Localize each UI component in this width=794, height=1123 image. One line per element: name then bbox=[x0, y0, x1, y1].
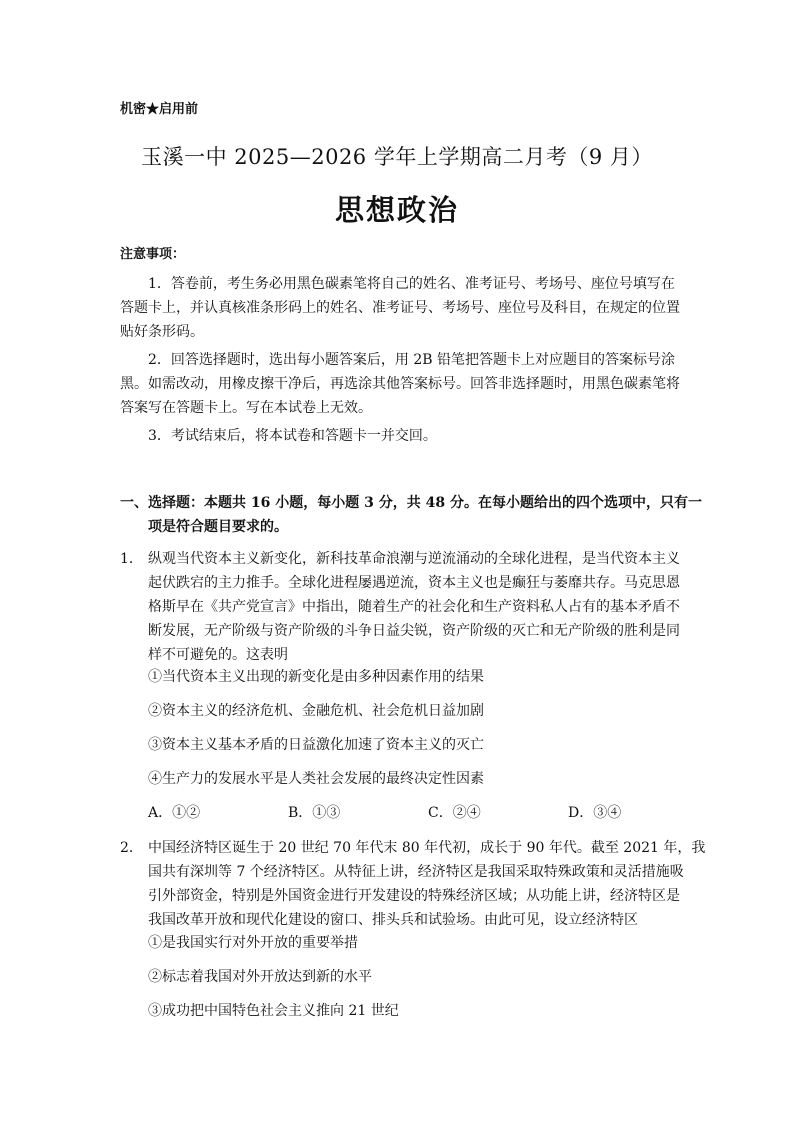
notice-item-2-line: 答案写在答题卡上。写在本试卷上无效。 bbox=[120, 400, 372, 416]
notice-item-1-line: 答题卡上，并认真核准条形码上的姓名、准考证号、考场号、座位号及科目，在规定的位置 bbox=[120, 300, 680, 316]
stem-line: 引外部资金，特别是外国资金进行开发建设的特殊经济区域；从功能上讲，经济特区是 bbox=[148, 888, 680, 904]
question-stem bbox=[148, 547, 680, 667]
stem-line: 样不可避免的。这表明 bbox=[148, 647, 288, 663]
q1-statement-2: ②资本主义的经济危机、金融危机、社会危机日益加剧 bbox=[148, 703, 484, 719]
question-number: 1． bbox=[120, 551, 143, 567]
notice-item-3 bbox=[120, 424, 680, 448]
notice-item-2-line: 黑。如需改动，用橡皮擦干净后，再选涂其他答案标号。回答非选择题时，用黑色碳素笔将 bbox=[120, 376, 680, 392]
q1-choice-a: A．①② bbox=[148, 805, 201, 821]
section-heading bbox=[120, 491, 702, 539]
notice-item-2-line: 2．回答选择题时，选出每小题答案后，用 2B 铅笔把答题卡上对应题目的答案标号涂 bbox=[148, 352, 676, 368]
subject-title: 思想政治 bbox=[334, 193, 459, 227]
q1-statement-3: ③资本主义基本矛盾的日益激化加速了资本主义的灭亡 bbox=[148, 737, 484, 753]
stem-line: 中国经济特区诞生于 20 世纪 70 年代末 80 年代初，成长于 90 年代。截至 2021 年，我 bbox=[148, 840, 706, 856]
stem-line: 起伏跌宕的主力推手。全球化进程屡遇逆流，资本主义也是癫狂与萎靡共存。马克思恩 bbox=[148, 575, 680, 591]
question-stem bbox=[148, 836, 705, 932]
confidential-label: 机密★启用前 bbox=[120, 102, 199, 117]
q2-statement-1: ①是我国实行对外开放的重要举措 bbox=[148, 935, 358, 951]
stem-line: 断发展，无产阶级与资产阶级的斗争日益尖锐，资产阶级的灭亡和无产阶级的胜利是同 bbox=[148, 623, 680, 639]
q1-choice-c: C．②④ bbox=[428, 805, 481, 821]
notice-item-3-line: 3．考试结束后，将本试卷和答题卡一并交回。 bbox=[148, 428, 437, 444]
q1-statement-4: ④生产力的发展水平是人类社会发展的最终决定性因素 bbox=[148, 771, 484, 787]
section-heading-line: 项是符合题目要求的。 bbox=[148, 519, 288, 535]
notice-item-2 bbox=[120, 348, 680, 420]
stem-line: 格斯早在《共产党宣言》中指出，随着生产的社会化和生产资料私人占有的基本矛盾不 bbox=[148, 599, 680, 615]
stem-line: 国共有深圳等 7 个经济特区。从特征上讲，经济特区是我国采取特殊政策和灵活措施吸 bbox=[148, 864, 684, 880]
exam-title: 玉溪一中 2025—2026 学年上学期高二月考（9 月） bbox=[141, 145, 653, 169]
notice-item-1 bbox=[120, 272, 680, 344]
q2-statement-2: ②标志着我国对外开放达到新的水平 bbox=[148, 969, 372, 985]
q1-statement-1: ①当代资本主义出现的新变化是由多种因素作用的结果 bbox=[148, 669, 484, 685]
stem-line: 我国改革开放和现代化建设的窗口、排头兵和试验场。由此可见，设立经济特区 bbox=[148, 912, 638, 928]
stem-line: 纵观当代资本主义新变化，新科技革命浪潮与逆流涌动的全球化进程，是当代资本主义 bbox=[148, 551, 680, 567]
notice-item-1-line: 1．答卷前，考生务必用黑色碳素笔将自己的姓名、准考证号、考场号、座位号填写在 bbox=[148, 276, 675, 292]
question-number: 2． bbox=[120, 840, 143, 856]
q1-choice-d: D．③④ bbox=[568, 805, 622, 821]
notice-item-1-line: 贴好条形码。 bbox=[120, 324, 204, 340]
q1-choice-b: B．①③ bbox=[288, 805, 341, 821]
section-heading-line: 一、选择题：本题共 16 小题，每小题 3 分，共 48 分。在每小题给出的四个选项中，只有一 bbox=[120, 495, 702, 511]
q2-statement-3: ③成功把中国特色社会主义推向 21 世纪 bbox=[148, 1003, 399, 1019]
notice-heading: 注意事项： bbox=[120, 247, 186, 262]
